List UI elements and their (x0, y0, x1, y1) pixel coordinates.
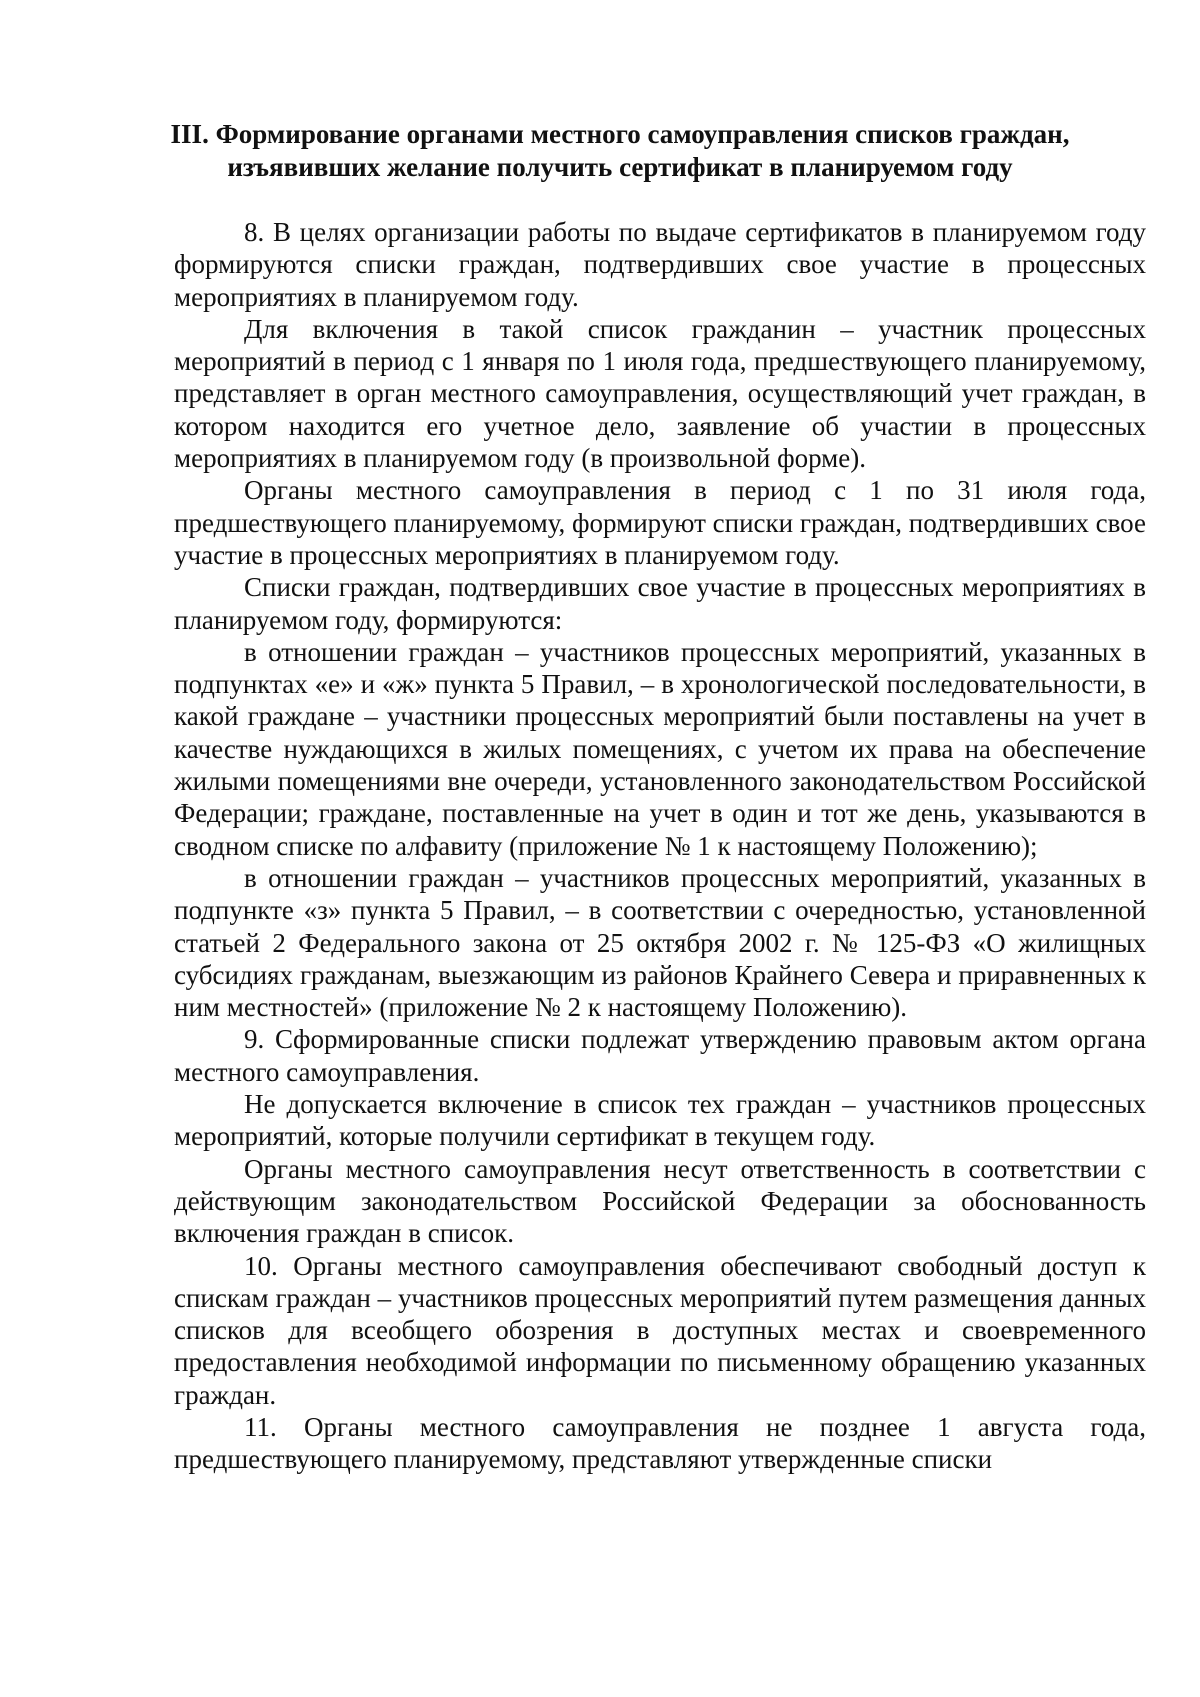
paragraph-responsibility: Органы местного самоуправления несут ответственность в соответствии с действующим законодательством Российской Федерации за обоснованность включения граждан в список. (174, 1153, 1146, 1249)
paragraph-8: 8. В целях организации работы по выдаче сертификатов в планируемом году формируются списки граждан, подтвердивших свое участие в процессных мероприятиях в планируемом году. (174, 217, 1146, 312)
paragraph-not-allowed: Не допускается включение в список тех граждан – участников процессных мероприятий, которые получили сертификат в текущем году. (174, 1089, 1146, 1152)
paragraph-9: 9. Сформированные списки подлежат утверждению правовым актом органа местного самоуправления. (174, 1024, 1146, 1087)
paragraph-inclusion-procedure: Для включения в такой список гражданин – участник процессных мероприятий в период с 1 января по 1 июля года, предшествующего планируемому, представляет в орган местного самоуправления, осуществляющий учет граждан, в котором находится его учетное дело, заявление об участии в процессных мероприятиях в планируемом году (в произвольной форме). (174, 313, 1146, 474)
section-heading-line-1: III. Формирование органами местного самоуправления списков граждан, (170, 119, 1070, 149)
paragraph-subparagraph-z: в отношении граждан – участников процессных мероприятий, указанных в подпункте «з» пункта 5 Правил, – в соответствии с очередностью, установленной статьей 2 Федерального закона от 25 октября 2002 г. № 125-ФЗ «О жилищных субсидиях гражданам, выезжающим из районов Крайнего Севера и приравненных к ним местностей» (приложение № 2 к настоящему Положению). (174, 862, 1146, 1023)
paragraph-lists-formed: Списки граждан, подтвердивших свое участие в процессных мероприятиях в планируемом году, формируются: (174, 572, 1146, 635)
paragraph-list-formation-period: Органы местного самоуправления в период с 1 по 31 июля года, предшествующего планируемому, формируют списки граждан, подтвердивших свое участие в процессных мероприятиях в планируемом году. (174, 475, 1146, 570)
paragraph-10: 10. Органы местного самоуправления обеспечивают свободный доступ к спискам граждан – участников процессных мероприятий путем размещения данных списков для всеобщего обозрения в доступных местах и своевременного предоставления необходимой информации по письменному обращению указанных граждан. (174, 1250, 1146, 1410)
paragraph-subparagraphs-e-zh: в отношении граждан – участников процессных мероприятий, указанных в подпунктах «е» и «ж» пункта 5 Правил, – в хронологической последовательности, в какой граждане – участники процессных мероприятий были поставлены на учет в качестве нуждающихся в жилых помещениях, с учетом их права на обеспечение жилыми помещениями вне очереди, установленного законодательством Российской Федерации; граждане, поставленные на учет в один и тот же день, указываются в сводном списке по алфавиту (приложение № 1 к настоящему Положению); (174, 636, 1146, 861)
section-heading (160, 118, 1080, 184)
paragraph-11: 11. Органы местного самоуправления не позднее 1 августа года, предшествующего планируемому, представляют утвержденные списки (174, 1411, 1146, 1475)
document-body (174, 216, 1146, 1476)
section-heading-line-2: изъявивших желание получить сертификат в планируемом году (227, 152, 1013, 182)
